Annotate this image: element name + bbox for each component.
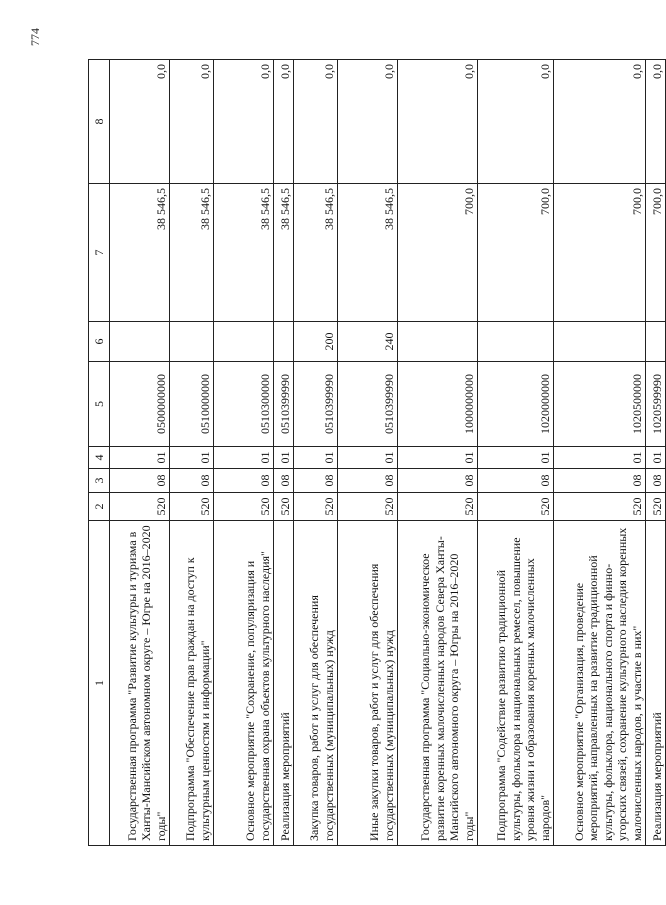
row-col8: 0,0 bbox=[170, 60, 214, 184]
column-header: 1 bbox=[89, 521, 110, 846]
row-name: Государственная программа "Социально-экономическое развитие коренных малочисленных народов Севера Ханты-Мансийского автономного округа – Югры на 2016–2020 годы" bbox=[398, 521, 478, 846]
row-col4: 01 bbox=[398, 447, 478, 469]
row-col7: 38 546,5 bbox=[338, 184, 398, 322]
row-col3: 08 bbox=[338, 469, 398, 493]
table-header-row bbox=[89, 60, 110, 846]
row-col2: 520 bbox=[478, 493, 554, 521]
row-name: Основное мероприятие "Организация, проведение мероприятий, направленных на развитие традиционной культуры, фольклора, национального спорта и финно-угорских связей, сохранение культурного наследия коренных малочисленных народов, и участие в них" bbox=[554, 521, 646, 846]
row-col5: 0500000000 bbox=[110, 362, 170, 447]
budget-table bbox=[88, 59, 666, 846]
row-col5: 0510399990 bbox=[338, 362, 398, 447]
row-col2: 520 bbox=[274, 493, 294, 521]
table-row bbox=[478, 60, 554, 846]
row-col8: 0,0 bbox=[646, 60, 666, 184]
row-col8: 0,0 bbox=[274, 60, 294, 184]
table-row bbox=[554, 60, 646, 846]
row-col8: 0,0 bbox=[554, 60, 646, 184]
row-name: Основное мероприятие "Сохранение, популяризация и государственная охрана объектов культурного наследия" bbox=[214, 521, 274, 846]
row-col3: 08 bbox=[274, 469, 294, 493]
column-header: 2 bbox=[89, 493, 110, 521]
row-name: Иные закупки товаров, работ и услуг для обеспечения государственных (муниципальных) нужд bbox=[338, 521, 398, 846]
row-col2: 520 bbox=[554, 493, 646, 521]
row-col8: 0,0 bbox=[110, 60, 170, 184]
row-col7: 700,0 bbox=[646, 184, 666, 322]
row-col2: 520 bbox=[398, 493, 478, 521]
row-col4: 01 bbox=[478, 447, 554, 469]
column-header: 8 bbox=[89, 60, 110, 184]
row-name: Государственная программа "Развитие культуры и туризма в Ханты-Мансийском автономном округе – Югре на 2016–2020 годы" bbox=[110, 521, 170, 846]
row-col3: 08 bbox=[294, 469, 338, 493]
table-row bbox=[338, 60, 398, 846]
row-col5: 1000000000 bbox=[398, 362, 478, 447]
row-col7: 700,0 bbox=[478, 184, 554, 322]
row-col4: 01 bbox=[214, 447, 274, 469]
row-col4: 01 bbox=[554, 447, 646, 469]
row-col8: 0,0 bbox=[338, 60, 398, 184]
row-col4: 01 bbox=[646, 447, 666, 469]
row-col2: 520 bbox=[170, 493, 214, 521]
row-col2: 520 bbox=[294, 493, 338, 521]
row-col6 bbox=[170, 322, 214, 362]
table-row bbox=[398, 60, 478, 846]
row-col3: 08 bbox=[646, 469, 666, 493]
row-col4: 01 bbox=[338, 447, 398, 469]
row-col4: 01 bbox=[170, 447, 214, 469]
row-col2: 520 bbox=[214, 493, 274, 521]
row-col7: 38 546,5 bbox=[274, 184, 294, 322]
row-name: Подпрограмма "Обеспечение прав граждан на доступ к культурным ценностям и информации" bbox=[170, 521, 214, 846]
row-col6 bbox=[274, 322, 294, 362]
row-col6 bbox=[398, 322, 478, 362]
table-row bbox=[214, 60, 274, 846]
row-col5: 0510399990 bbox=[274, 362, 294, 447]
row-col5: 0510399990 bbox=[294, 362, 338, 447]
row-col7: 38 546,5 bbox=[110, 184, 170, 322]
column-header: 4 bbox=[89, 447, 110, 469]
row-col7: 38 546,5 bbox=[294, 184, 338, 322]
column-header: 7 bbox=[89, 184, 110, 322]
row-col7: 700,0 bbox=[398, 184, 478, 322]
row-col8: 0,0 bbox=[214, 60, 274, 184]
budget-table-container bbox=[88, 60, 664, 846]
row-col7: 38 546,5 bbox=[214, 184, 274, 322]
row-col3: 08 bbox=[554, 469, 646, 493]
row-name: Реализация мероприятий bbox=[274, 521, 294, 846]
row-col3: 08 bbox=[478, 469, 554, 493]
row-col5: 0510000000 bbox=[170, 362, 214, 447]
row-col6: 240 bbox=[338, 322, 398, 362]
table-row bbox=[646, 60, 666, 846]
row-col4: 01 bbox=[110, 447, 170, 469]
table-row bbox=[294, 60, 338, 846]
row-col6: 200 bbox=[294, 322, 338, 362]
row-name: Подпрограмма "Содействие развитию традиционной культуры, фольклора и национальных ремесел, повышение уровня жизни и образования коренных малочисленных народов" bbox=[478, 521, 554, 846]
row-col6 bbox=[214, 322, 274, 362]
table-row bbox=[110, 60, 170, 846]
table-row bbox=[170, 60, 214, 846]
column-header: 5 bbox=[89, 362, 110, 447]
row-col8: 0,0 bbox=[478, 60, 554, 184]
page-number: 774 bbox=[28, 28, 42, 46]
row-col8: 0,0 bbox=[294, 60, 338, 184]
row-name: Реализация мероприятий bbox=[646, 521, 666, 846]
row-col6 bbox=[554, 322, 646, 362]
row-col2: 520 bbox=[110, 493, 170, 521]
row-col6 bbox=[110, 322, 170, 362]
row-col3: 08 bbox=[110, 469, 170, 493]
row-col5: 1020500000 bbox=[554, 362, 646, 447]
row-col2: 520 bbox=[338, 493, 398, 521]
row-col8: 0,0 bbox=[398, 60, 478, 184]
row-col7: 38 546,5 bbox=[170, 184, 214, 322]
row-col3: 08 bbox=[398, 469, 478, 493]
row-col3: 08 bbox=[170, 469, 214, 493]
row-col3: 08 bbox=[214, 469, 274, 493]
row-col4: 01 bbox=[274, 447, 294, 469]
column-header: 6 bbox=[89, 322, 110, 362]
row-name: Закупка товаров, работ и услуг для обеспечения государственных (муниципальных) нужд bbox=[294, 521, 338, 846]
row-col2: 520 bbox=[646, 493, 666, 521]
row-col5: 1020599990 bbox=[646, 362, 666, 447]
row-col5: 0510300000 bbox=[214, 362, 274, 447]
row-col6 bbox=[478, 322, 554, 362]
row-col6 bbox=[646, 322, 666, 362]
row-col4: 01 bbox=[294, 447, 338, 469]
row-col7: 700,0 bbox=[554, 184, 646, 322]
column-header: 3 bbox=[89, 469, 110, 493]
row-col5: 1020000000 bbox=[478, 362, 554, 447]
table-row bbox=[274, 60, 294, 846]
